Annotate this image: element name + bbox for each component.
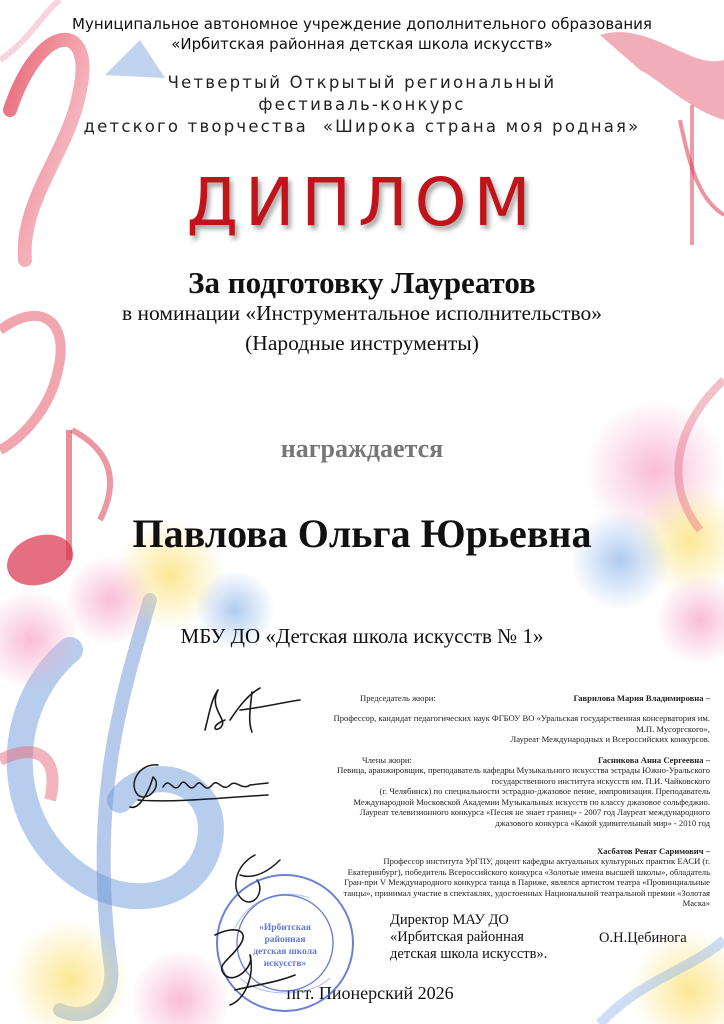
jury-member-1-description-line: Международной Московской Академии Музыкальных искусств по классу джазовое сольфеджио.	[353, 796, 710, 807]
member-1-signature	[118, 755, 278, 815]
jury-member-1-description-line: Лауреат телевизионного конкурса «Песня не знает границ» - 2007 год Лауреат международного	[359, 807, 710, 817]
jury-member-1-description-line: (г. Челябинск) по специальности эстрадно-джазовое пение, импровизация. Преподаватель	[379, 786, 710, 796]
recipient-name: Павлова Ольга Юрьевна	[132, 511, 592, 556]
director-line-2: «Ирбитская районная	[390, 929, 524, 945]
jury-chair-description	[255, 713, 710, 745]
svg-text:районная: районная	[264, 935, 306, 945]
festival-name	[0, 72, 724, 138]
jury-chair-description-line: Лауреат Международных и Всероссийских конкурсов.	[510, 734, 710, 744]
diploma-title: ДИПЛОМ	[186, 164, 538, 241]
svg-text:детская школа: детская школа	[253, 947, 317, 957]
jury-member-1-description-line: Певица, аранжировщик, преподаватель кафедры Музыкального искусства эстрады Южно-Уральского	[337, 765, 710, 775]
director-line-1: Директор МАУ ДО	[390, 912, 509, 928]
organization-line-2: «Ирбитская районная детская школа искусств»	[171, 35, 553, 53]
institution-name: МБУ ДО «Детская школа искусств № 1»	[180, 624, 544, 648]
jury-chair-description-line: Профессор, кандидат педагогических наук ФГБОУ ВО «Уральская государственная консерватория им.	[333, 713, 710, 723]
organization-line-1: Муниципальное автономное учреждение дополнительного образования	[72, 15, 652, 33]
subnomination: (Народные инструменты)	[245, 331, 479, 355]
svg-text:искусств»: искусств»	[263, 959, 307, 969]
location-year: пгт. Пионерский 2026	[286, 983, 454, 1003]
jury-member-1-description	[255, 765, 710, 828]
jury-chair-description-line: М.П. Мусоргского»,	[636, 723, 710, 734]
jury-members-label: Члены жюри:	[362, 755, 412, 765]
award-reason: За подготовку Лауреатов	[188, 265, 536, 300]
jury-member-2-description-line: танцы», принимал участие в спектаклях, удостоенных Национальной театральной премии «Золотая	[343, 887, 710, 898]
director-signature	[195, 905, 305, 1015]
festival-line-3: детского творчества «Широка страна моя родная»	[83, 117, 641, 136]
director-line-3: детская школа искусств».	[390, 946, 548, 962]
festival-line-2: фестиваль-конкурс	[258, 95, 466, 114]
jury-member-2-description-line: Профессор института УрГПУ, доцент кафедры актуальных культурных практик ЕАСИ (г.	[383, 856, 710, 866]
jury-chair-label: Председатель жюри:	[360, 693, 436, 703]
jury-member-2-description-line: Екатеринбург), победитель Всероссийского конкурса «Золотые имена высшей школы», обладатель	[347, 866, 710, 877]
jury-member-2-description-line: Маска»	[682, 898, 710, 908]
director-title	[390, 912, 590, 963]
chair-signature	[190, 680, 310, 740]
organization-name	[0, 14, 724, 54]
jury-chair-name: Гаврилова Мария Владимировна –	[573, 693, 710, 703]
jury-member-1-name: Гасникова Анна Сергеевна –	[598, 755, 710, 765]
director-name: О.Н.Цебинога	[599, 930, 687, 946]
jury-member-1-description-line: государственного института искусств им. П.И. Чайковского	[491, 775, 710, 786]
jury-member-2-description-line: Гран-при V Международного конкурса танца в Париже, являлся артистом театра «Провинциальные	[344, 877, 710, 887]
svg-text:«Ирбитская: «Ирбитская	[259, 923, 311, 933]
festival-line-1: Четвертый Открытый региональный	[167, 73, 557, 92]
jury-member-1-description-line: джазового конкурса «Какой удивительный мир» - 2010 год	[495, 817, 710, 828]
nomination: в номинации «Инструментальное исполнительство»	[121, 301, 603, 325]
jury-member-2-name: Хасбатов Ренат Саримович –	[596, 846, 710, 856]
awarded-label: награждается	[280, 434, 444, 463]
